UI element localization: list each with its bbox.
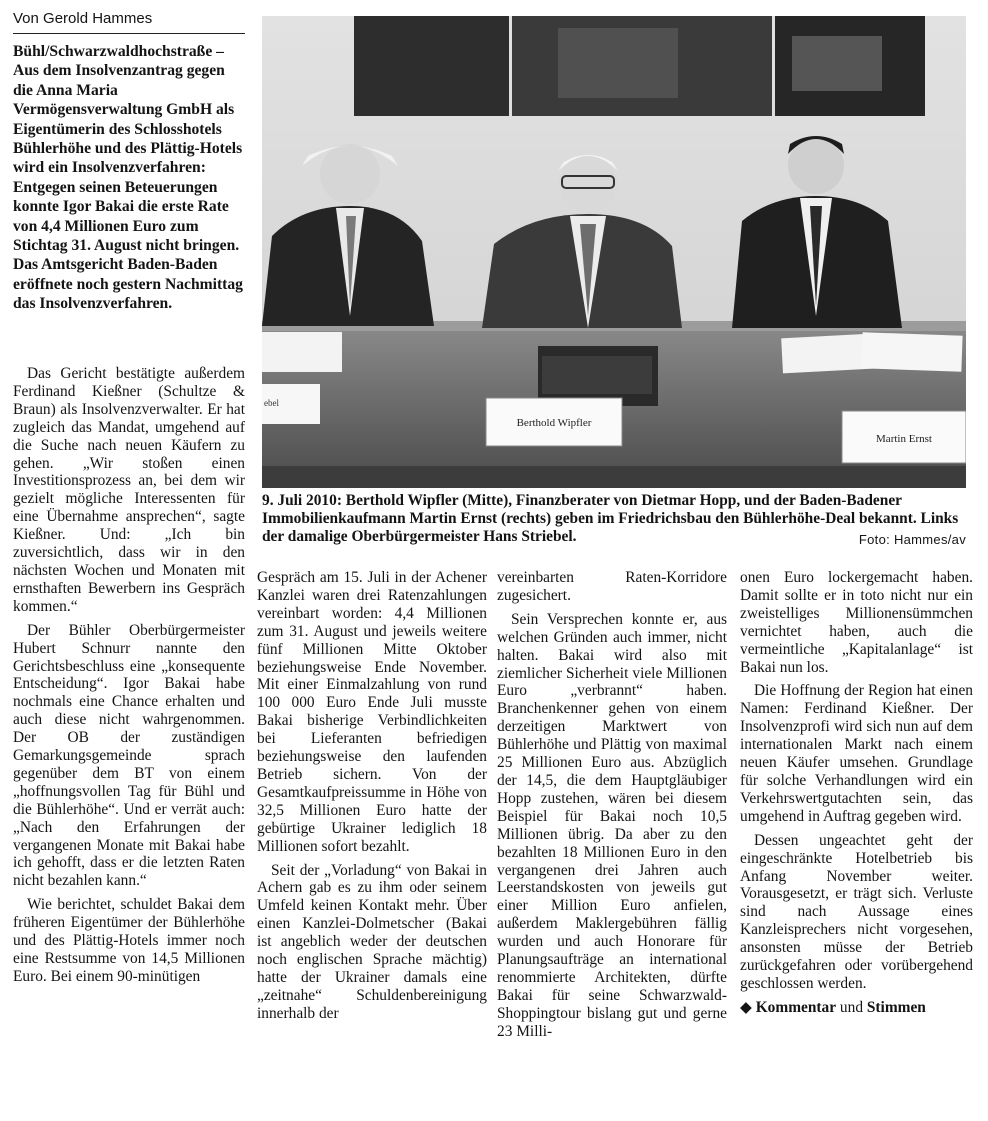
press-photo-illustration: [262, 16, 966, 488]
cross-references: [740, 999, 973, 1017]
ref-stimmen: Stimmen: [866, 998, 926, 1016]
article-column-2: [257, 569, 487, 1023]
nameplate-left: ebel: [264, 398, 279, 408]
article-column-3: [497, 569, 727, 1041]
photo-credit: Foto: Hammes/av: [858, 532, 966, 547]
article-column-1: [13, 365, 245, 986]
diamond-bullet-icon: ◆: [740, 998, 752, 1016]
paragraph: Wie berichtet, schuldet Bakai dem früheren Eigentümer der Bühlerhöhe und des Plättig-Hotels immer noch eine Restsumme von 14,5 Millionen Euro. Bei einem 90-minütigen: [13, 896, 245, 985]
paragraph: Die Hoffnung der Region hat einen Namen: Ferdinand Kießner. Der Insolvenzprofi wird sich nun auf dem internationalen Markt nach einem neuen Käufer umsehen. Grundlage für solche Verhandlungen wird ein Verkehrswertgutachten sein, das umgehend in Auftrag gegeben wird.: [740, 682, 973, 825]
nameplate-right: Martin Ernst: [876, 433, 932, 445]
ref-kommentar: Kommentar: [755, 998, 837, 1016]
paragraph: Gespräch am 15. Juli in der Achener Kanzlei waren drei Ratenzahlungen vereinbart worden: 4,4 Millionen zum 31. August und jeweils weitere fünf Millionen Mitte Oktober beziehungsweise Ende November. Mit einer Einmalzahlung von rund 100 000 Euro Ende Juli musste Bakai bisherige Verbindlichkeiten bei Lieferanten befriedigen beziehungsweise den laufenden Betrieb sichern. Von der Gesamtkaufpreissumme in Höhe von 32,5 Millionen Euro hatte der gebürtige Ukrainer lediglich 18 Millionen sofort bezahlt.: [257, 569, 487, 855]
byline: Von Gerold Hammes: [13, 10, 153, 27]
nameplate-center: Berthold Wipfler: [516, 417, 592, 429]
photo-caption: 9. Juli 2010: Berthold Wipfler (Mitte), Finanzberater von Dietmar Hopp, und der Baden-Badener Immobilienkaufmann Martin Ernst (rechts) geben im Friedrichsbau den Bühlerhöhe-Deal bekannt. Links der damalige Oberbürgermeister Hans Striebel.: [262, 492, 959, 545]
paragraph: onen Euro lockergemacht haben. Damit sollte er in toto nicht nur ein zweistelliges Millionensümmchen vernichtet haben, auch die vermeintliche „Kapitalanlage“ ist Bakai nun los.: [740, 569, 973, 676]
paragraph: Seit der „Vorladung“ von Bakai in Achern gab es zu ihm oder seinem Umfeld keinen Kontakt mehr. Über einen Kanzlei-Dolmetscher (Bakai ist angeblich weder der deutschen noch englischen Sprache mächtig) hatte der Ukrainer damals eine „zeitnahe“ Schuldenbereinigung innerhalb der: [257, 861, 487, 1022]
ref-und: und: [839, 998, 864, 1016]
paragraph: Dessen ungeachtet geht der eingeschränkte Hotelbetrieb bis Anfang November weiter. Vorausgesetzt, er trägt sich. Verluste sind nach Aussage eines Kanzleisprechers nicht vorgesehen, ansonsten müsse der Betrieb zurückgefahren oder vorübergehend geschlossen werden.: [740, 831, 973, 992]
byline-rule: [13, 33, 245, 34]
paragraph: Das Gericht bestätigte außerdem Ferdinand Kießner (Schultze & Braun) als Insolvenzverwalter. Er hat zugleich das Mandat, umgehend auf die Suche nach neuen Käufern zu gehen. „Wir stoßen einen Investitionsprozess an, bei dem wir gezielt mögliche Interessenten für eine Übernahme ansprechen“, sagte Kießner. Und: „Ich bin zuversichtlich, dass wir in den nächsten Wochen und Monaten mit ernsthaften Bewerbern ins Gespräch kommen.“: [13, 365, 245, 615]
press-photo: [262, 16, 966, 488]
paragraph: vereinbarten Raten-Korridore zugesichert.: [497, 569, 727, 604]
paragraph: Sein Versprechen konnte er, aus welchen Gründen auch immer, nicht halten. Bakai wird also mit ziemlicher Sicherheit viele Millionen Euro „verbrannt“ haben. Branchenkenner gehen von einem derzeitigen Marktwert von Bühlerhöhe und Plättig von maximal 25 Millionen Euro aus. Abzüglich der 14,5, die dem Hauptgläubiger Hopp zustehen, wären bei diesem Beispiel für Bakai noch 10,5 Millionen übrig. Da aber zu den bezahlten 18 Millionen Euro in den vergangenen drei Jahren auch Leerstandskosten von jeweils gut einer Million Euro anfielen, außerdem Maklergebühren fällig wurden und auch Honorare für Planungsaufträge an international renommierte Architekten, dürfte Bakai für seine Schwarzwald-Shoppingtour bislang gut und gerne 23 Milli-: [497, 610, 727, 1040]
article-column-4: [740, 569, 973, 1017]
paragraph: Der Bühler Oberbürgermeister Hubert Schnurr nannte den Gerichtsbeschluss eine „konsequente Entscheidung“. Igor Bakai habe nochmals eine Chance erhalten und auch diese nicht wahrgenommen. Der OB der zuständigen Gemarkungsgemeinde sprach gegenüber dem BT von einem „hoffnungsvollen Tag für Bühl und die Bühlerhöhe“. Und er verrät auch: „Nach den Erfahrungen der vergangenen Monate mit Bakai habe ich gehofft, dass er die letzten Raten nicht bezahlen kann.“: [13, 621, 245, 890]
lead-paragraph: Bühl/Schwarzwaldhochstraße – Aus dem Insolvenzantrag gegen die Anna Maria Vermögensverwaltung GmbH als Eigentümerin des Schlosshotels Bühlerhöhe und des Plättig-Hotels wird ein Insolvenzverfahren: Entgegen seinen Beteuerungen konnte Igor Bakai die erste Rate von 4,4 Millionen Euro zum Stichtag 31. August nicht bringen. Das Amtsgericht Baden-Baden eröffnete noch gestern Nachmittag das Insolvenzverfahren.: [13, 43, 243, 313]
